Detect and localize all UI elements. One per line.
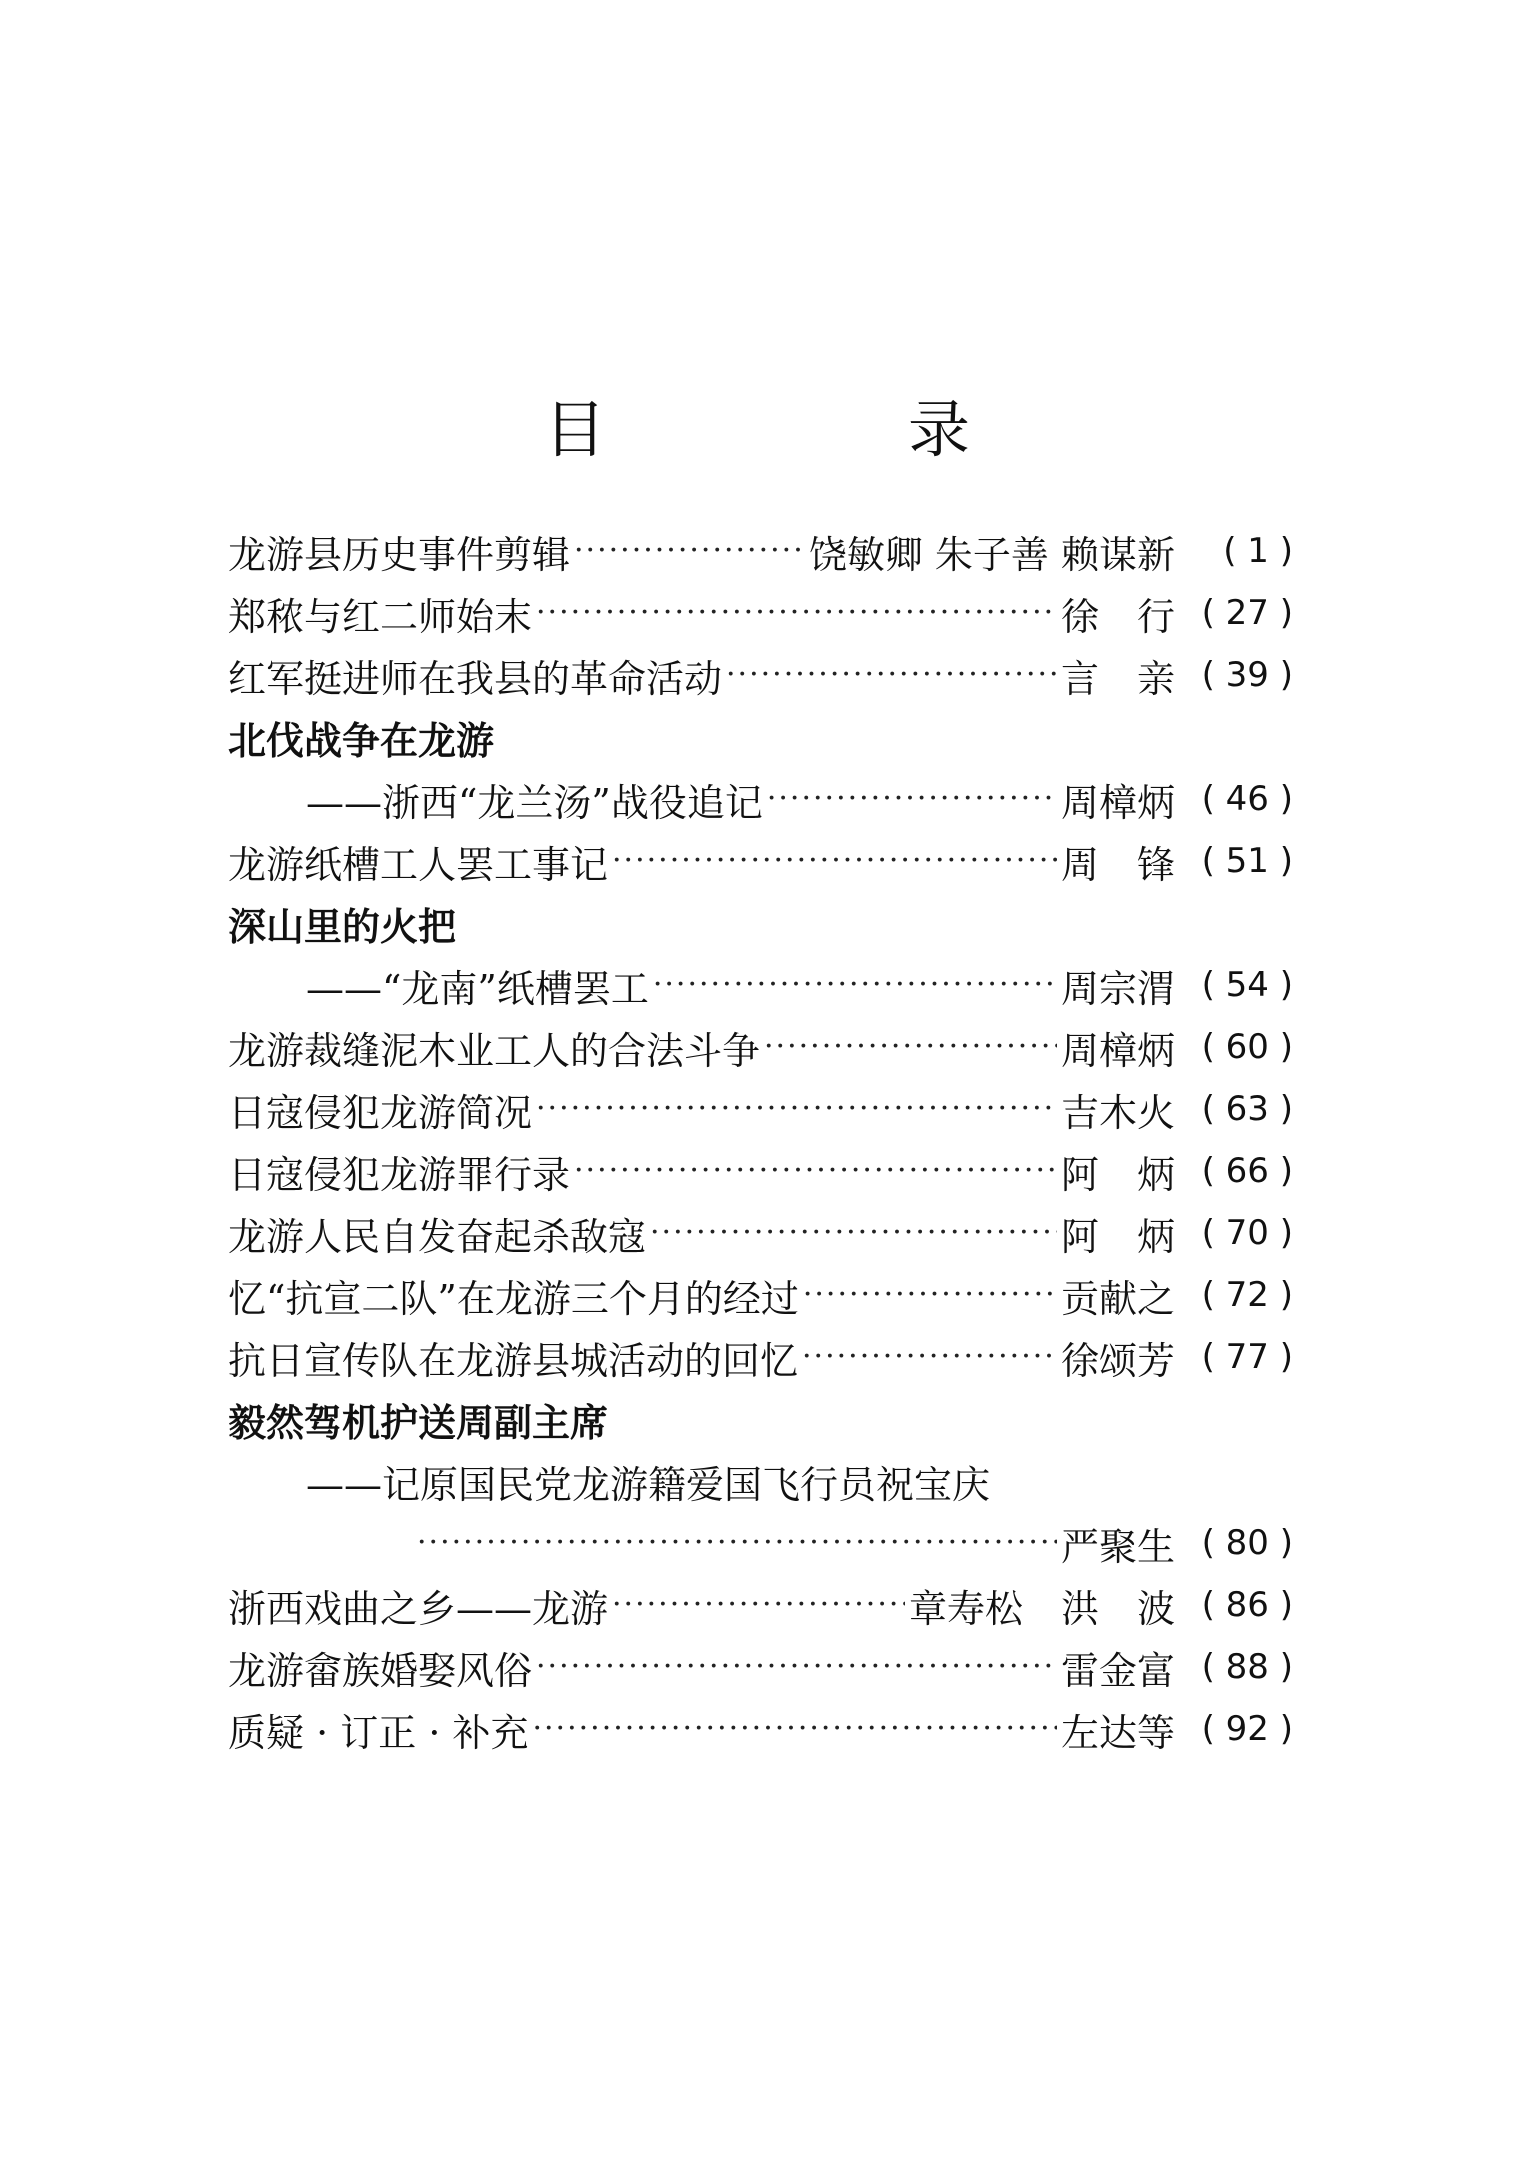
toc-entry[interactable] [228,1326,1293,1388]
toc-entry-page: ( 39 ) [1201,655,1293,695]
toc-entry-author: 徐 行 [1060,594,1175,639]
dot-leader [653,965,1057,1005]
toc-entry[interactable] [228,1264,1293,1326]
toc-entry-title: 红军挺进师在我县的革命活动 [228,656,723,701]
toc-entry[interactable] [228,1512,1293,1574]
dot-leader [803,1275,1057,1315]
toc-entry-title: 日寇侵犯龙游简况 [228,1090,533,1135]
toc-entry-title: 龙游纸槽工人罢工事记 [228,842,609,887]
dot-leader [767,779,1057,819]
toc-entry-title: 龙游人民自发奋起杀敌寇 [228,1214,647,1259]
toc-entry[interactable] [228,582,1293,644]
table-of-contents [228,520,1293,1760]
toc-entry-page: ( 77 ) [1201,1337,1293,1377]
toc-entry[interactable] [228,954,1293,1016]
toc-entry-title: 龙游畲族婚娶风俗 [228,1648,533,1693]
dot-leader [536,593,1057,633]
toc-entry-page: ( 60 ) [1201,1027,1293,1067]
toc-entry-page: ( 51 ) [1201,841,1293,881]
toc-section-title: 毅然驾机护送周副主席 [228,1400,609,1445]
toc-entry-page: ( 66 ) [1201,1151,1293,1191]
toc-entry-author: 雷金富 [1060,1648,1175,1693]
toc-entry-title: 日寇侵犯龙游罪行录 [228,1152,571,1197]
toc-entry-author: 贡献之 [1060,1276,1175,1321]
toc-entry-page: ( 92 ) [1201,1709,1293,1749]
dot-leader [650,1213,1057,1253]
toc-section-heading[interactable] [228,706,1293,768]
toc-entry-author: 左达等 [1060,1710,1175,1755]
toc-entry[interactable] [228,644,1293,706]
toc-entry-subtitle[interactable] [228,1450,1293,1512]
toc-entry[interactable] [228,1016,1293,1078]
toc-entry-author: 周樟炳 [1060,1028,1175,1073]
toc-entry-author: 饶敏卿 朱子善 赖谋新 [808,532,1175,577]
dot-leader [802,1337,1057,1377]
toc-entry[interactable] [228,1574,1293,1636]
toc-entry[interactable] [228,1636,1293,1698]
toc-entry-page: ( 46 ) [1201,779,1293,819]
toc-entry-page: ( 72 ) [1201,1275,1293,1315]
toc-entry-author: 章寿松 洪 波 [908,1586,1175,1631]
toc-entry-author: 阿 炳 [1060,1152,1175,1197]
toc-entry-author: 周 锋 [1060,842,1175,887]
toc-entry-title: 忆“抗宣二队”在龙游三个月的经过 [228,1276,799,1321]
toc-entry-author: 吉木火 [1060,1090,1175,1135]
toc-entry[interactable] [228,1202,1293,1264]
toc-entry-author: 周樟炳 [1060,780,1175,825]
toc-entry-title: 龙游县历史事件剪辑 [228,532,571,577]
dot-leader [764,1027,1057,1067]
toc-entry[interactable] [228,1140,1293,1202]
toc-entry-author: 周宗渭 [1060,966,1175,1011]
toc-entry-author: 徐颂芳 [1060,1338,1175,1383]
toc-entry-title: ——记原国民党龙游籍爱国飞行员祝宝庆 [306,1462,991,1507]
toc-entry-title: ——“龙南”纸槽罢工 [306,966,649,1011]
toc-entry-page: ( 80 ) [1201,1523,1293,1563]
toc-entry-author: 严聚生 [1060,1524,1175,1569]
toc-entry-page: ( 70 ) [1201,1213,1293,1253]
dot-leader [574,531,805,571]
dot-leader [417,1523,1057,1563]
toc-entry-title: 浙西戏曲之乡——龙游 [228,1586,609,1631]
page-title: 目 录 [543,393,1090,466]
toc-entry[interactable] [228,1078,1293,1140]
toc-entry-title: 质疑 · 订正 · 补充 [228,1710,529,1755]
toc-entry-page: ( 86 ) [1201,1585,1293,1625]
dot-leader [612,841,1057,881]
toc-entry-title: ——浙西“龙兰汤”战役追记 [306,780,763,825]
toc-entry-title: 郑秾与红二师始末 [228,594,533,639]
dot-leader [536,1647,1057,1687]
toc-entry-page: ( 1 ) [1223,531,1293,571]
toc-entry[interactable] [228,520,1293,582]
toc-entry-page: ( 54 ) [1201,965,1293,1005]
toc-section-heading[interactable] [228,892,1293,954]
toc-entry[interactable] [228,768,1293,830]
toc-entry-author: 阿 炳 [1060,1214,1175,1259]
toc-section-title: 深山里的火把 [228,904,457,949]
dot-leader [532,1709,1057,1749]
toc-entry-title: 龙游裁缝泥木业工人的合法斗争 [228,1028,761,1073]
toc-entry-page: ( 63 ) [1201,1089,1293,1129]
toc-entry[interactable] [228,830,1293,892]
toc-section-title: 北伐战争在龙游 [228,718,495,763]
dot-leader [726,655,1057,695]
toc-section-heading[interactable] [228,1388,1293,1450]
toc-entry-author: 言 亲 [1060,656,1175,701]
toc-entry-page: ( 88 ) [1201,1647,1293,1687]
toc-entry-title: 抗日宣传队在龙游县城活动的回忆 [228,1338,799,1383]
toc-entry-page: ( 27 ) [1201,593,1293,633]
toc-entry[interactable] [228,1698,1293,1760]
dot-leader [574,1151,1057,1191]
dot-leader [536,1089,1057,1129]
dot-leader [612,1585,905,1625]
